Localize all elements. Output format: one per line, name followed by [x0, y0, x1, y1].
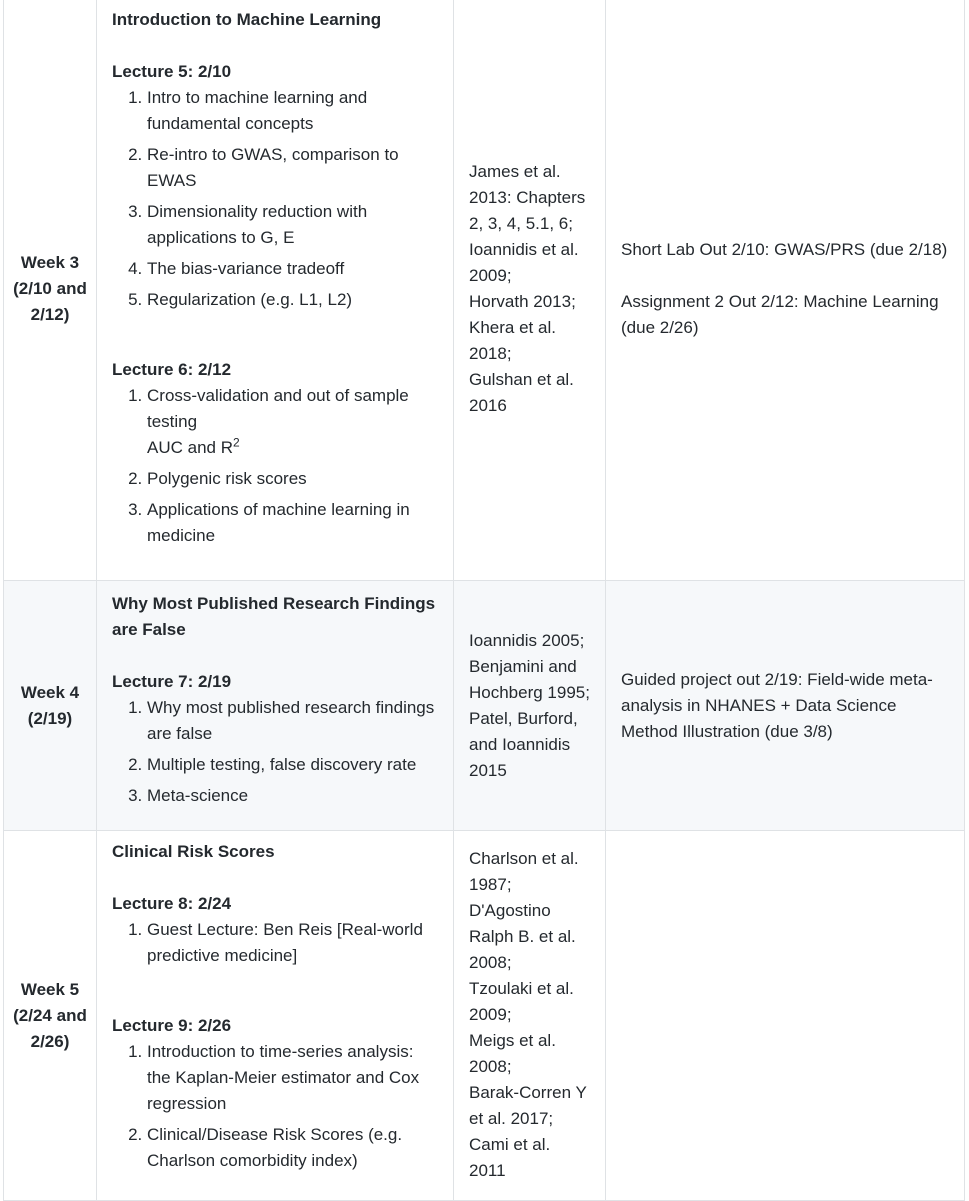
week-label: Week 5 (2/24 and 2/26): [13, 979, 87, 1051]
assignment-item: Short Lab Out 2/10: GWAS/PRS (due 2/18): [621, 239, 948, 259]
topic-cell: [97, 581, 454, 831]
list-item: 3. Applications of machine learning in medicine: [147, 497, 438, 549]
list-item: 1. Introduction to time-series analysis: the Kaplan-Meier estimator and Cox regression: [147, 1039, 438, 1117]
list-item: 2. Clinical/Disease Risk Scores (e.g. Charlson comorbidity index): [147, 1122, 438, 1174]
list-item: 3. Dimensionality reduction with applications to G, E: [147, 199, 438, 251]
topic-title: Clinical Risk Scores: [112, 842, 275, 861]
assignment-item: Assignment 2 Out 2/12: Machine Learning (due 2/26): [621, 291, 939, 337]
reading-item: Benjamini and Hochberg 1995;: [469, 656, 590, 702]
list-item: 4. The bias-variance tradeoff: [147, 256, 438, 282]
reading-item: Charlson et al. 1987;: [469, 849, 579, 894]
readings-cell: [454, 831, 606, 1201]
list-item: 3. Meta-science: [147, 783, 438, 809]
assignments-cell: [606, 0, 965, 581]
list-item: 2. Polygenic risk scores: [147, 466, 438, 492]
assignments-cell: [606, 831, 965, 1201]
list-item-subline: [147, 435, 438, 461]
subline-text: AUC and R: [147, 438, 233, 457]
topic-title: Why Most Published Research Findings are False: [112, 594, 436, 639]
list-item: 2. Re-intro to GWAS, comparison to EWAS: [147, 142, 438, 194]
lecture-title: Lecture 6: 2/12: [112, 360, 232, 379]
syllabus-table: [3, 0, 965, 1201]
week-label: Week 3 (2/10 and 2/12): [13, 252, 87, 324]
week-cell: [4, 0, 97, 581]
table-row: [4, 0, 965, 581]
list-item: 5. Regularization (e.g. L1, L2): [147, 287, 438, 313]
table-row: [4, 581, 965, 831]
list-item-text: Cross-validation and out of sample testing: [147, 386, 409, 431]
week-cell: [4, 581, 97, 831]
list-item: [147, 383, 438, 461]
lecture-topic-list: [112, 85, 438, 313]
topic-cell: [97, 0, 454, 581]
reading-item: Gulshan et al. 2016: [469, 369, 574, 415]
lecture-topic-list: [112, 383, 438, 549]
readings-cell: [454, 581, 606, 831]
lecture-title: Lecture 5: 2/10: [112, 62, 232, 81]
list-item: 1. Why most published research findings are false: [147, 695, 438, 747]
assignment-item: Guided project out 2/19: Field-wide meta-analysis in NHANES + Data Science Method Illustration (due 3/8): [621, 669, 933, 741]
assignments-cell: [606, 581, 965, 831]
list-item: 2. Multiple testing, false discovery rate: [147, 752, 438, 778]
topic-cell: [97, 831, 454, 1201]
reading-item: Patel, Burford, and Ioannidis 2015: [469, 708, 578, 780]
lecture-topic-list: [112, 1039, 438, 1174]
lecture-title: Lecture 8: 2/24: [112, 894, 232, 913]
reading-item: James et al. 2013: Chapters 2, 3, 4, 5.1, 6;: [469, 161, 586, 233]
reading-item: D'Agostino Ralph B. et al. 2008;: [469, 901, 576, 972]
reading-item: Horvath 2013;: [469, 291, 576, 311]
reading-item: Khera et al. 2018;: [469, 317, 556, 363]
week-cell: [4, 831, 97, 1201]
lecture-title: Lecture 9: 2/26: [112, 1016, 232, 1035]
lecture-title: Lecture 7: 2/19: [112, 672, 232, 691]
superscript: 2: [232, 435, 240, 450]
reading-item: Cami et al. 2011: [469, 1135, 551, 1180]
lecture-topic-list: [112, 695, 438, 809]
reading-item: Tzoulaki et al. 2009;: [469, 979, 574, 1024]
lecture-topic-list: [112, 917, 438, 969]
reading-item: Ioannidis et al. 2009;: [469, 239, 579, 285]
reading-item: Meigs et al. 2008;: [469, 1031, 556, 1076]
readings-cell: [454, 0, 606, 581]
reading-item: Ioannidis 2005;: [469, 630, 585, 650]
list-item: 1. Intro to machine learning and fundamental concepts: [147, 85, 438, 137]
topic-title: Introduction to Machine Learning: [112, 10, 382, 29]
table-row: [4, 831, 965, 1201]
reading-item: Barak-Corren Y et al. 2017;: [469, 1083, 587, 1128]
week-label: Week 4 (2/19): [20, 682, 80, 728]
list-item: 1. Guest Lecture: Ben Reis [Real-world predictive medicine]: [147, 917, 438, 969]
